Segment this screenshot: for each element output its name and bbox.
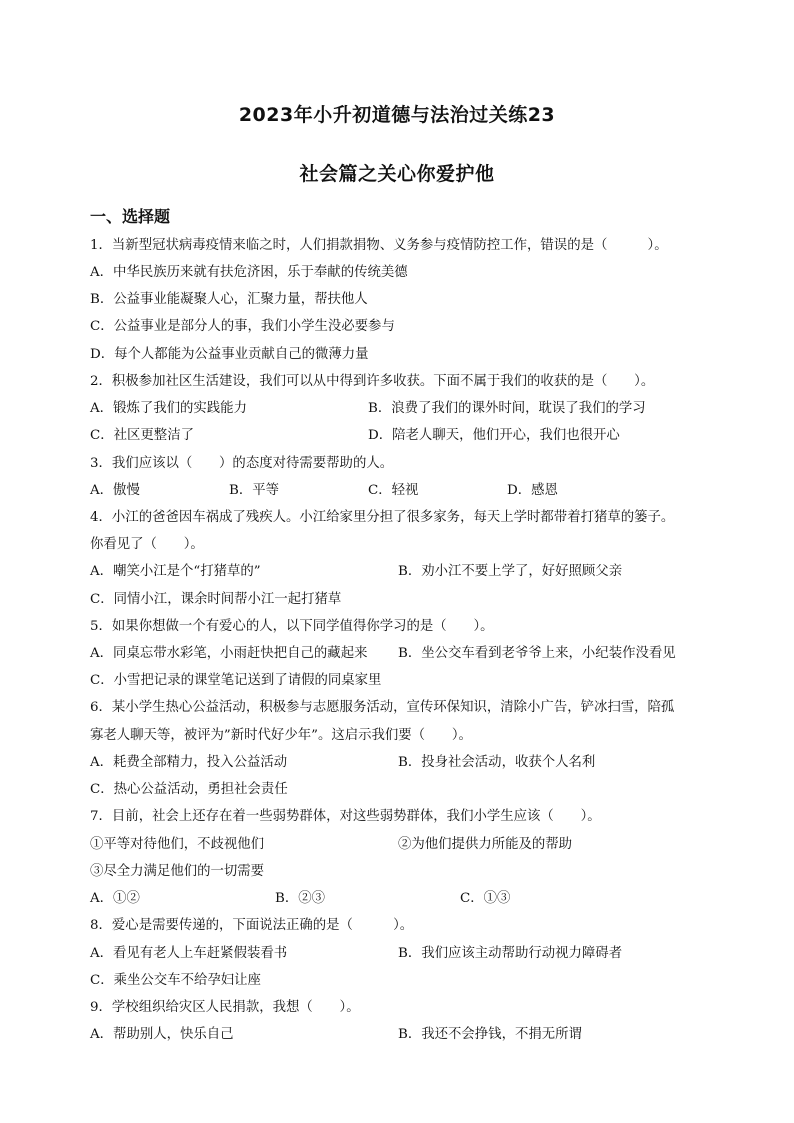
- question-8-option-a: A．看见有老人上车赶紧假装看书: [90, 946, 288, 961]
- question-6-stem-line-2: 寡老人聊天等，被评为”新时代好少年”。这启示我们要（ ）。: [90, 728, 472, 743]
- question-6-stem-line-1: 6．某小学生热心公益活动，积极参与志愿服务活动，宣传环保知识，清除小广告，铲冰扫雪，陪孤: [90, 700, 675, 715]
- question-1-option-c: C．公益事业是部分人的事，我们小学生没必要参与: [90, 319, 395, 334]
- question-2-option-b: B．浪费了我们的课外时间，耽误了我们的学习: [368, 401, 646, 416]
- question-7-statement-1: ①平等对待他们，不歧视他们: [90, 837, 265, 852]
- question-3-option-a: A．傲慢: [90, 483, 140, 498]
- question-7-option-b: B．②③: [275, 891, 326, 906]
- question-5-stem: 5．如果你想做一个有爱心的人，以下同学值得你学习的是（ ）。: [90, 619, 494, 634]
- section-heading: 一、选择题: [90, 207, 171, 226]
- question-7-statement-3: ③尽全力满足他们的一切需要: [90, 864, 265, 879]
- question-6-option-c: C．热心公益活动，勇担社会责任: [90, 782, 288, 797]
- question-2-option-c: C．社区更整洁了: [90, 428, 194, 443]
- question-3-option-c: C．轻视: [368, 483, 419, 498]
- question-3-stem: 3．我们应该以（ ）的态度对待需要帮助的人。: [90, 456, 394, 471]
- question-6-option-b: B．投身社会活动，收获个人名利: [398, 755, 596, 770]
- question-7-stem: 7．目前，社会上还存在着一些弱势群体，对这些弱势群体，我们小学生应该（ ）。: [90, 809, 601, 824]
- question-2-option-d: D．陪老人聊天，他们开心，我们也很开心: [368, 428, 620, 443]
- question-9-option-b: B．我还不会挣钱，不捐无所谓: [398, 1027, 582, 1042]
- question-5-option-a: A．同桌忘带水彩笔，小雨赶快把自己的藏起来: [90, 646, 368, 661]
- question-4-option-b: B．劝小江不要上学了，好好照顾父亲: [398, 564, 623, 579]
- question-4-stem-line-2: 你看见了（ ）。: [90, 537, 204, 552]
- question-8-option-b: B．我们应该主动帮助行动视力障碍者: [398, 946, 623, 961]
- question-3-option-b: B．平等: [229, 483, 280, 498]
- question-4-option-c: C．同情小江，课余时间帮小江一起打猪草: [90, 592, 342, 607]
- question-2-stem: 2．积极参加社区生活建设，我们可以从中得到许多收获。下面不属于我们的收获的是（ ）。: [90, 374, 655, 389]
- question-1-option-d: D．每个人都能为公益事业贡献自己的微薄力量: [90, 347, 369, 362]
- question-8-option-c: C．乘坐公交车不给孕妇让座: [90, 973, 261, 988]
- question-5-option-c: C．小雪把记录的课堂笔记送到了请假的同桌家里: [90, 673, 382, 688]
- page-subtitle: 社会篇之关心你爱护他: [299, 163, 495, 185]
- question-1-stem: 1．当新型冠状病毒疫情来临之时，人们捐款捐物、义务参与疫情防控工作，错误的是（ ）。: [90, 238, 668, 253]
- question-3-option-d: D．感恩: [507, 483, 558, 498]
- question-8-stem: 8．爱心是需要传递的，下面说法正确的是（ ）。: [90, 918, 414, 933]
- question-6-option-a: A．耗费全部精力，投入公益活动: [90, 755, 288, 770]
- page-title: 2023年小升初道德与法治过关练23: [238, 104, 556, 126]
- question-5-option-b: B．坐公交车看到老爷爷上来，小纪装作没看见: [398, 646, 676, 661]
- question-7-option-c: C．①③: [460, 891, 511, 906]
- question-2-option-a: A．锻炼了我们的实践能力: [90, 401, 247, 416]
- question-4-stem-line-1: 4．小江的爸爸因车祸成了残疾人。小江给家里分担了很多家务，每天上学时都带着打猪草的篓子。: [90, 510, 675, 525]
- question-4-option-a: A．嘲笑小江是个“打猪草的”: [90, 564, 261, 579]
- question-7-option-a: A．①②: [90, 891, 140, 906]
- question-9-option-a: A．帮助别人，快乐自己: [90, 1027, 234, 1042]
- question-7-statement-2: ②为他们提供力所能及的帮助: [398, 837, 573, 852]
- question-1-option-b: B．公益事业能凝聚人心，汇聚力量，帮扶他人: [90, 292, 368, 307]
- question-1-option-a: A．中华民族历来就有扶危济困，乐于奉献的传统美德: [90, 265, 408, 280]
- question-9-stem: 9．学校组织给灾区人民捐款，我想（ ）。: [90, 1000, 360, 1015]
